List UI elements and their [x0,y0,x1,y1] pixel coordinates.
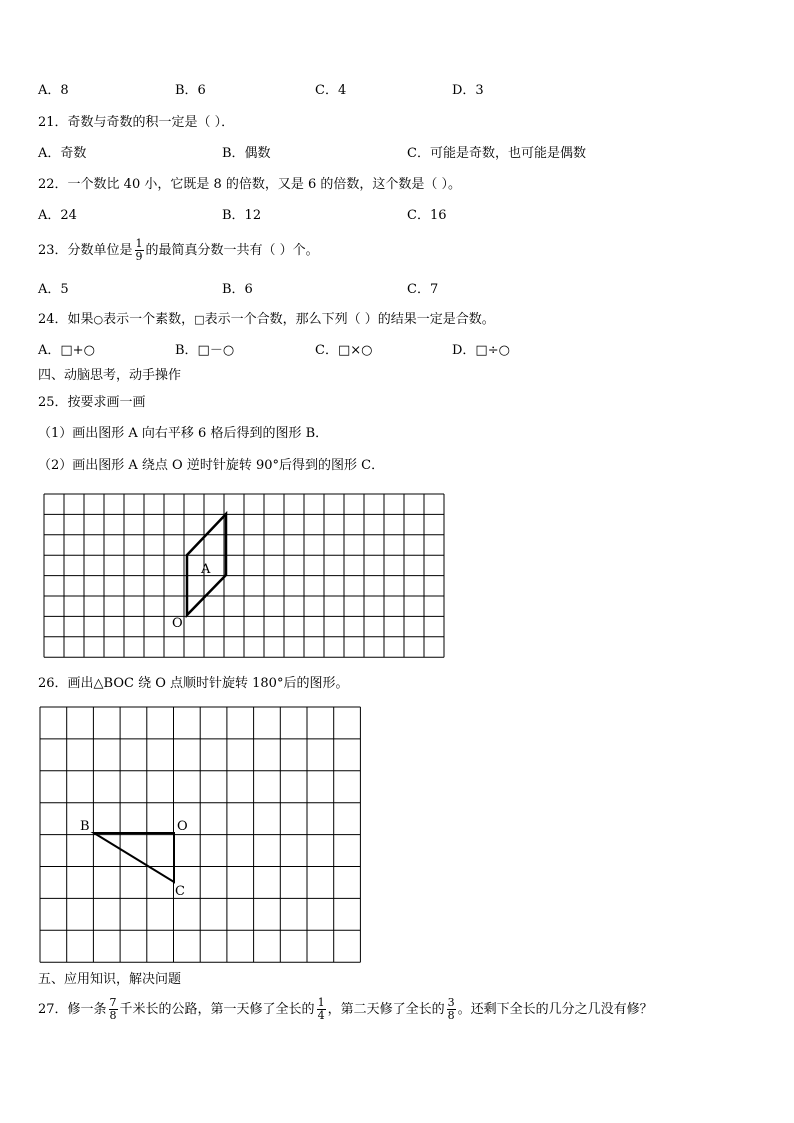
q27-question [38,995,653,1025]
label-b: B [80,819,90,834]
q27-fraction-1 [109,997,118,1022]
q23-frac-den: 9 [135,250,143,263]
q27-frac1-num: 7 [109,996,117,1009]
q24-text-1: 24．如果 [38,312,94,327]
q24-text-2: 表示一个素数， [103,312,195,327]
q27-text-4: 。还剩下全长的几分之几没有修？ [457,1002,653,1017]
section-5-title: 五、应用知识，解决问题 [38,972,182,987]
q22-question: 22．一个数比 40 小，它既是 8 的倍数，又是 6 的倍数，这个数是（ ）。 [38,177,462,192]
q27-frac2-den: 4 [317,1009,325,1022]
q27-fraction-3 [447,997,456,1022]
q21-option-b: B．偶数 [222,146,271,161]
label-c: C [175,884,185,899]
q24-option-d: D．□÷○ [452,343,510,358]
q20-option-d: D．3 [452,83,484,98]
q20-option-a: A．8 [38,83,69,98]
triangle-boc [94,833,174,882]
label-o-q26: O [177,819,188,834]
q27-frac1-den: 8 [109,1009,117,1022]
q27-text-3: ，第二天修了全长的 [327,1002,445,1017]
q24-option-a: A．□+○ [38,343,95,358]
q25-sub2: （2）画出图形 A 绕点 O 逆时针旋转 90°后得到的图形 C． [38,458,385,473]
section-4-title: 四、动脑思考，动手操作 [38,368,182,383]
q23-option-b: B．6 [222,282,253,297]
circle-symbol: ○ [93,313,104,326]
label-o: O [172,616,183,631]
q26-question: 26．画出△BOC 绕 O 点顺时针旋转 180°后的图形。 [38,676,349,691]
q23-option-c: C．7 [407,282,439,297]
q27-text-1: 27．修一条 [38,1002,107,1017]
q21-option-c: C．可能是奇数，也可能是偶数 [407,146,586,161]
q27-text-2: 千米长的公路，第一天修了全长的 [119,1002,315,1017]
q21-question: 21．奇数与奇数的积一定是（ ）． [38,115,235,130]
q25-sub1: （1）画出图形 A 向右平移 6 格后得到的图形 B． [38,426,329,441]
q27-frac3-num: 3 [447,996,455,1009]
label-a: A [201,562,211,577]
q23-frac-num: 1 [135,237,143,250]
q26-grid [40,707,360,962]
q27-fraction-2 [317,997,326,1022]
q22-option-a: A．24 [38,208,77,223]
q20-option-c: C．4 [315,83,347,98]
square-symbol: □ [194,313,205,326]
q24-option-c: C．□×○ [315,343,373,358]
q25-question: 25．按要求画一画 [38,395,146,410]
q27-frac2-num: 1 [317,996,325,1009]
q27-frac3-den: 8 [447,1009,455,1022]
q24-option-b: B．□－○ [175,343,235,358]
q24-text-3: 表示一个合数，那么下列（ ）的结果一定是合数。 [204,312,495,327]
q22-option-b: B．12 [222,208,262,223]
q23-option-a: A．5 [38,282,69,297]
q20-option-b: B．6 [175,83,206,98]
q21-option-a: A．奇数 [38,146,87,161]
q22-option-c: C．16 [407,208,447,223]
q23-text-after: 的最简真分数一共有（ ）个。 [145,243,319,258]
q23-text-before: 23．分数单位是 [38,243,133,258]
